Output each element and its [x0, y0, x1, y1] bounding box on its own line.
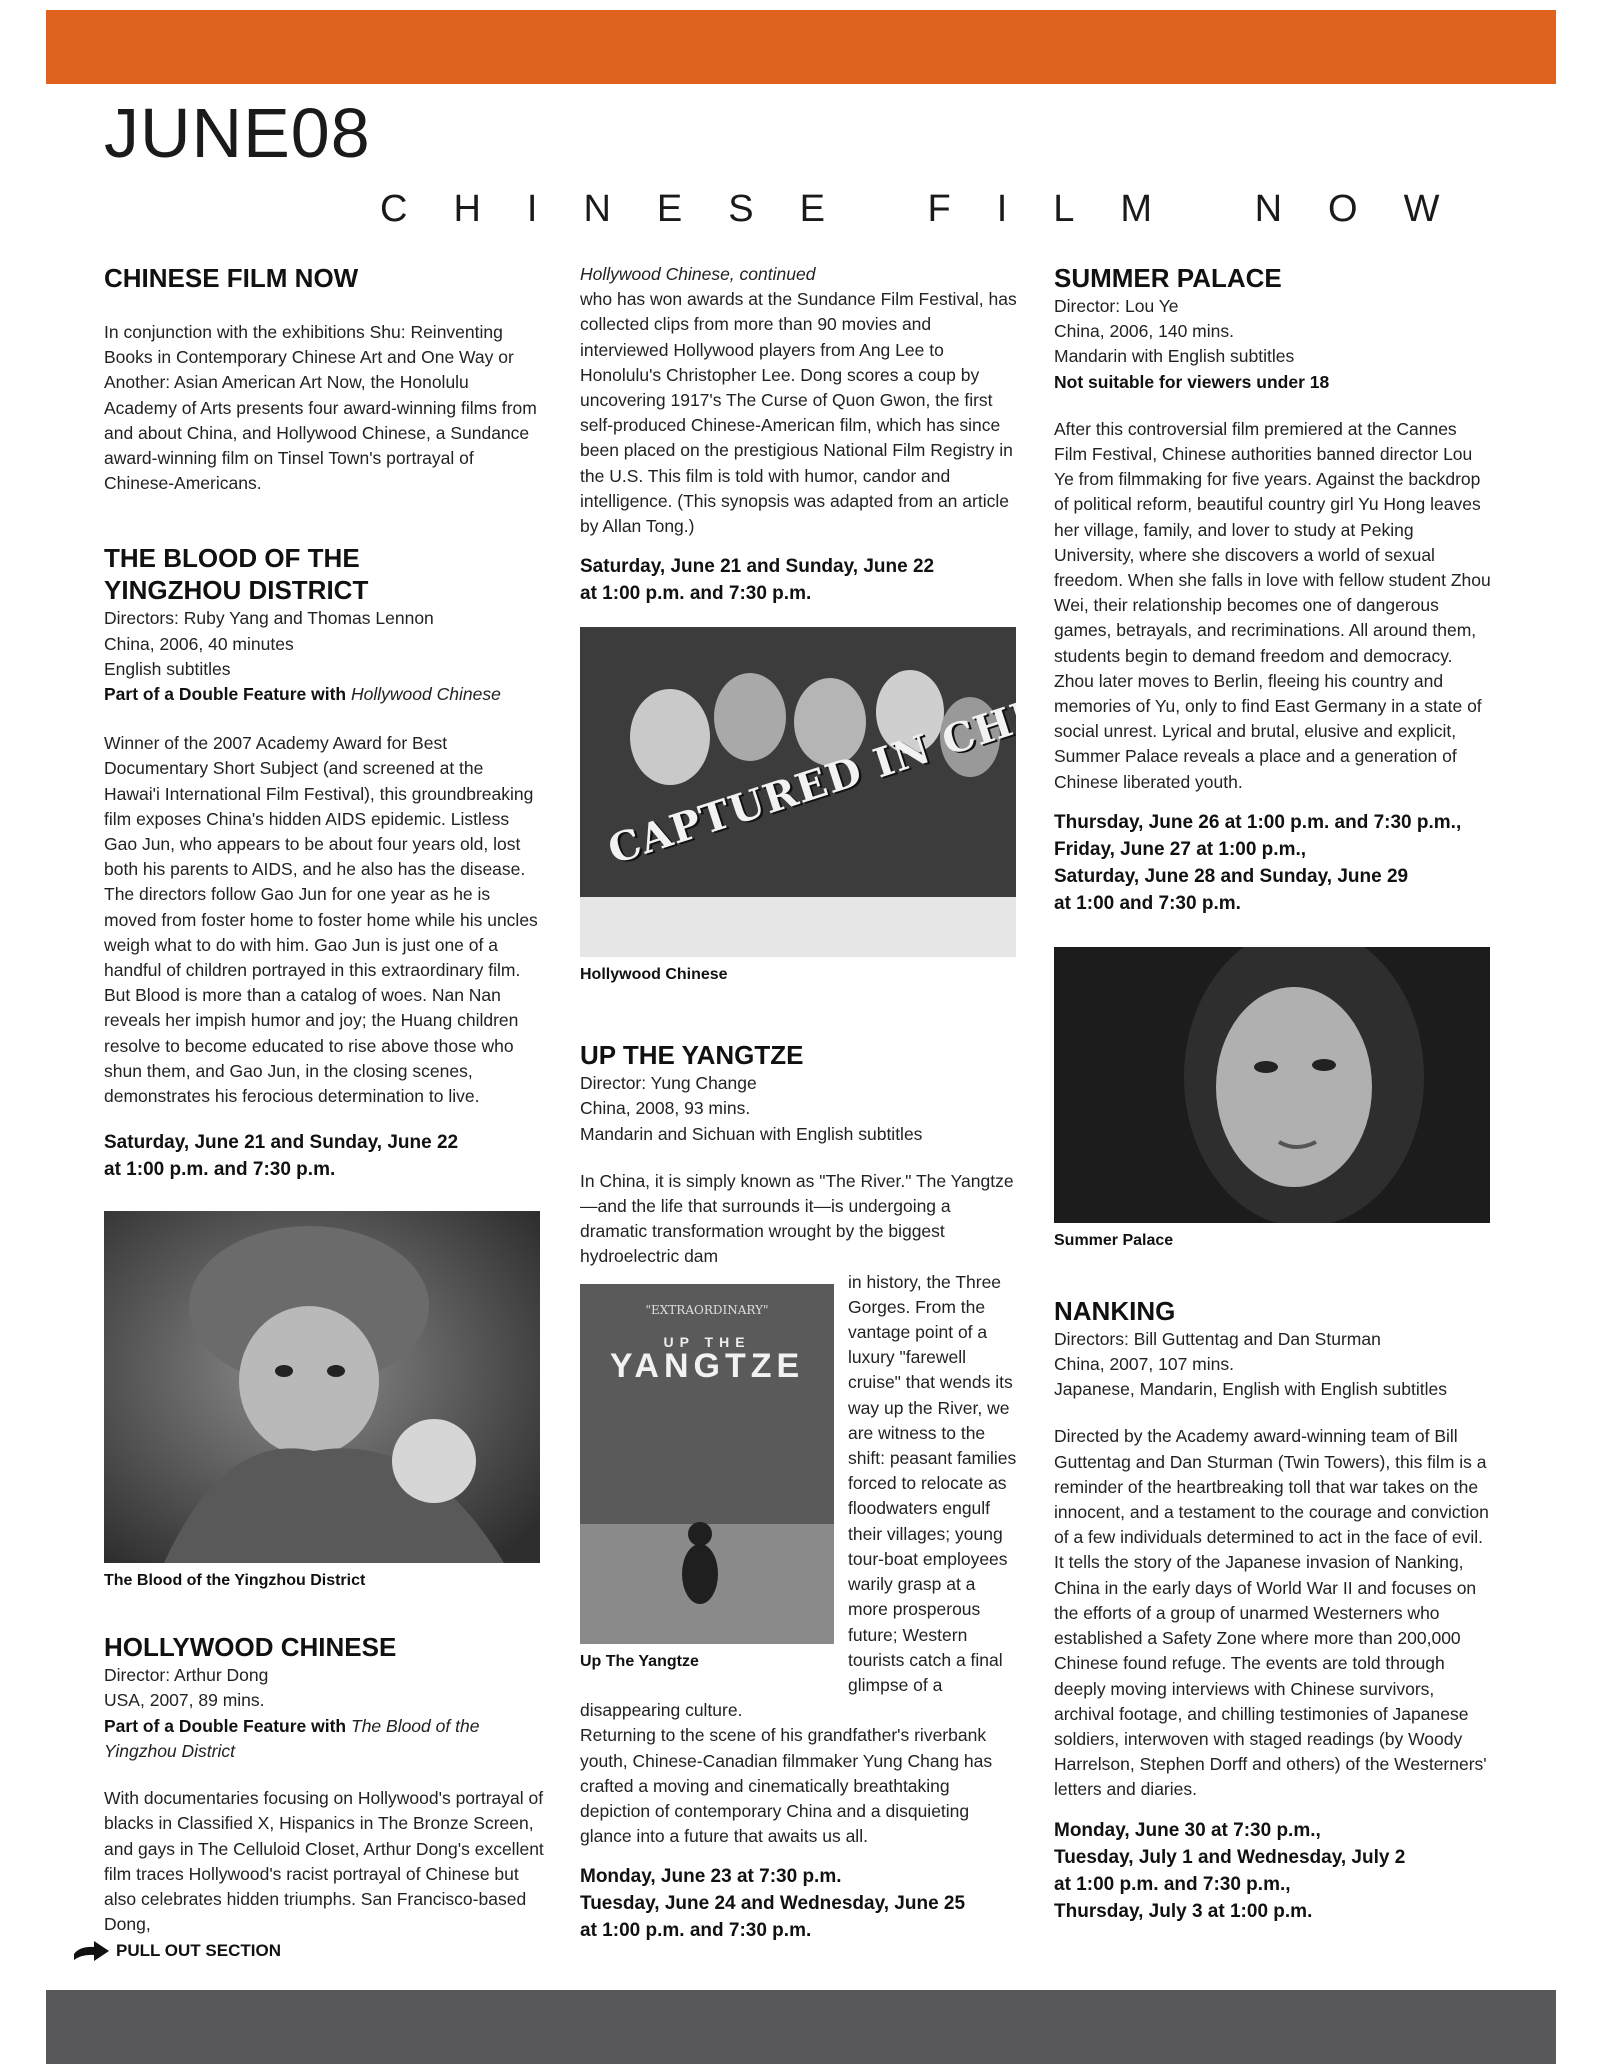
nanking-dates-1: Monday, June 30 at 7:30 p.m.,	[1054, 1819, 1321, 1841]
blood-meta	[104, 606, 544, 707]
yangtze-body-intro: In China, it is simply known as "The River." The Yangtze—and the life that surrounds it—is undergoing a dramatic transformation wrought by the biggest hydroelectric dam	[580, 1170, 1014, 1267]
summer-country: China, 2006, 140 mins.	[1054, 321, 1234, 342]
yangtze-dates-1: Monday, June 23 at 7:30 p.m.	[580, 1866, 842, 1888]
blood-title-2: YINGZHOU DISTRICT	[104, 575, 369, 606]
summer-dates-4: at 1:00 and 7:30 p.m.	[1054, 892, 1241, 914]
hollywood-director: Director: Arthur Dong	[104, 1665, 269, 1686]
summer-caption: Summer Palace	[1054, 1231, 1174, 1249]
gray-footer-bar	[46, 1990, 1556, 2064]
section-banner: CHINESE FILM NOW	[380, 188, 1486, 230]
yangtze-title: UP THE YANGTZE	[580, 1040, 804, 1071]
yangtze-poster-title1: UP THE	[663, 1333, 751, 1350]
blood-dates-1: Saturday, June 21 and Sunday, June 22	[104, 1132, 459, 1154]
yangtze-dates-2: Tuesday, June 24 and Wednesday, June 25	[580, 1893, 966, 1915]
nanking-dates-3: at 1:00 p.m. and 7:30 p.m.,	[1054, 1873, 1291, 1895]
hollywood-body: With documentaries focusing on Hollywood's portrayal of blacks in Classified X, Hispanics in The Bronze Screen, and gays in The Celluloid Closet, Arthur Dong's excellent film traces Hollywood's racist portrayal of Chinese but also celebrates hidden triumphs. San Francisco-based Dong,	[104, 1788, 544, 1935]
hollywood-title: HOLLYWOOD CHINESE	[104, 1632, 397, 1663]
summer-title: SUMMER PALACE	[1054, 263, 1282, 293]
summer-body: After this controversial film premiered at the Cannes Film Festival, Chinese authorities banned director Lou Ye from filmmaking for five years. Against the backdrop of political reform, beautiful country girl Yu Hong leaves her village, family, and lover to study at Peking University, where she discovers a world of sexual freedom. When she falls in love with fellow student Zhou Wei, their relationship becomes one of dangerous games, betrayals, and recriminations. All around them, students begin to demand freedom and democracy. Zhou later moves to Berlin, fleeing his country and memories of Yu, only to find East Germany in a state of social unrest. Lyrical and brutal, elusive and explicit, Summer Palace reveals a place and a generation of Chinese liberated youth.	[1054, 418, 1491, 792]
blood-body: Winner of the 2007 Academy Award for Best Documentary Short Subject (and screened at the Hawai'i International Film Festival), this groundbreaking film exposes China's hidden AIDS epidemic. Listless Gao Jun, who appears to be about four years old, lost both his parents to AIDS, and he also has the disease. The directors follow Gao Jun for one year as he is moved from foster home to foster home while his uncles weigh what to do with him. Gao Jun is just one of a handful of children portrayed in this extraordinary film. But Blood is more than a catalog of woes. Nan Nan reveals her impish humor and joy; the Huang children resolve to become educated to rise above those who shun them, and Gao Jun, in the closing scenes, demonstrates his ferocious determination to live.	[104, 733, 538, 1107]
yangtze-poster	[580, 1284, 834, 1644]
summer-dates-2: Friday, June 27 at 1:00 p.m.,	[1054, 838, 1307, 860]
hollywood-dates-2: at 1:00 p.m. and 7:30 p.m.	[580, 583, 812, 605]
blood-double-feature-title: Hollywood Chinese	[351, 684, 501, 705]
hollywood-double-feature-title: The Blood of the Yingzhou District	[104, 1715, 480, 1761]
yangtze-caption: Up The Yangtze	[580, 1652, 699, 1670]
hollywood-poster	[580, 627, 1016, 957]
woman-portrait-illustration	[1054, 947, 1490, 1223]
column-1	[104, 262, 544, 1937]
yangtze-poster-tag: "EXTRAORDINARY"	[645, 1302, 769, 1317]
yangtze-figure	[580, 1284, 834, 1672]
column-2	[580, 262, 1020, 1944]
yangtze-director: Director: Yung Change	[580, 1073, 757, 1094]
nanking-dates-2: Tuesday, July 1 and Wednesday, July 2	[1054, 1846, 1406, 1868]
yangtze-subtitles: Mandarin and Sichuan with English subtitles	[580, 1123, 923, 1144]
hollywood-caption: Hollywood Chinese	[580, 966, 728, 984]
blood-country: China, 2006, 40 minutes	[104, 633, 294, 654]
intro-title: CHINESE FILM NOW	[104, 263, 359, 293]
blood-subtitles: English subtitles	[104, 658, 231, 679]
nanking-dates-4: Thursday, July 3 at 1:00 p.m.	[1054, 1900, 1313, 1922]
nanking-body: Directed by the Academy award-winning team of Bill Guttentag and Dan Sturman (Twin Towers), this film is a reminder of the heartbreaking toll that war takes on the innocent, and a testament to the courage and conviction of a few individuals determined to act in the face of evil. It tells the story of the Japanese invasion of Nanking, China in the early days of World War II and focuses on the efforts of a group of unarmed Westerners who established a Safety Zone where more than 200,000 Chinese found refuge. The events are told through deeply moving interviews with Chinese survivors, archival footage, and chilling testimonies of Japanese soldiers, interwoven with staged readings (by Woody Harrelson, Stephen Dorff and others) of the Westerners' letters and diaries.	[1054, 1426, 1489, 1800]
arrow-right-icon	[72, 1940, 110, 1962]
hollywood-continued: Hollywood Chinese, continued	[580, 264, 816, 284]
yangtze-body-wrap: in history, the Three Gorges. From the vantage point of a luxury "farewell cruise" that wends its way up the River, we are witness to the shift: peasant families forced to relocate as floodwaters engulf their villages; young tour-boat employees warily grasp at a more prosperous future; Western tourists catch a final glimpse of a disappearing culture.	[580, 1271, 1017, 1721]
yangtze-body-end: Returning to the scene of his grandfather's riverbank youth, Chinese-Canadian filmmaker Yung Chang has crafted a moving and cinematically breathtaking depiction of contemporary China and a disquieting glance into a future that awaits us all.	[580, 1725, 993, 1847]
blood-dates-2: at 1:00 p.m. and 7:30 p.m.	[104, 1159, 336, 1181]
yangtze-wrap	[580, 1270, 1020, 1724]
nanking-subtitles: Japanese, Mandarin, English with English subtitles	[1054, 1379, 1447, 1400]
hollywood-double-feature: Part of a Double Feature with	[104, 1715, 347, 1736]
summer-subtitles: Mandarin with English subtitles	[1054, 346, 1295, 367]
summer-dates-3: Saturday, June 28 and Sunday, June 29	[1054, 865, 1409, 887]
issue-month: JUNE08	[104, 94, 371, 172]
poster-title: CAPTURED IN	[602, 725, 937, 874]
pull-out-label: PULL OUT SECTION	[116, 1941, 281, 1960]
blood-double-feature: Part of a Double Feature with	[104, 684, 347, 705]
hollywood-meta	[104, 1663, 544, 1764]
pull-out-section[interactable]	[72, 1940, 281, 1962]
summer-dates-1: Thursday, June 26 at 1:00 p.m. and 7:30 p.m.,	[1054, 811, 1462, 833]
yangtze-meta	[580, 1071, 1020, 1147]
yangtze-dates-3: at 1:00 p.m. and 7:30 p.m.	[580, 1920, 812, 1942]
nanking-title: NANKING	[1054, 1295, 1176, 1326]
blood-title-1: THE BLOOD OF THE	[104, 543, 360, 574]
column-3	[1054, 262, 1494, 1925]
hollywood-country: USA, 2007, 89 mins.	[104, 1690, 265, 1711]
yangtze-poster-title2: YANGTZE	[609, 1346, 805, 1385]
blood-caption: The Blood of the Yingzhou District	[104, 1572, 366, 1590]
nanking-directors: Directors: Bill Guttentag and Dan Sturman	[1054, 1328, 1381, 1349]
nanking-meta	[1054, 1327, 1494, 1403]
yangtze-country: China, 2008, 93 mins.	[580, 1098, 751, 1119]
intro-body: In conjunction with the exhibitions Shu: Reinventing Books in Contemporary Chinese Art and One Way or Another: Asian American Art Now, the Honolulu Academy of Arts presents four award-winning films from and about China, and Hollywood Chinese, a Sundance award-winning film on Tinsel Town's portrayal of Chinese-Americans.	[104, 322, 537, 494]
summer-warning: Not suitable for viewers under 18	[1054, 371, 1330, 392]
summer-photo	[1054, 947, 1490, 1223]
blood-photo	[104, 1211, 540, 1563]
orange-header-bar	[46, 10, 1556, 84]
hollywood-dates-1: Saturday, June 21 and Sunday, June 22	[580, 556, 935, 578]
summer-director: Director: Lou Ye	[1054, 296, 1179, 316]
hollywood-body-2: who has won awards at the Sundance Film Festival, has collected clips from more than 90 movies and interviewed Hollywood players from Ang Lee to Honolulu's Christopher Lee. Dong scores a coup by uncovering 1917's The Curse of Quon Gwon, the first self-produced Chinese-American film, which has since been placed on the prestigious National Film Registry in the U.S. This film is told with humor, candor and intelligence. (This synopsis was adapted from an article by Allan Tong.)	[580, 289, 1017, 537]
child-photo-illustration	[104, 1211, 540, 1563]
summer-meta	[1054, 294, 1494, 395]
nanking-country: China, 2007, 107 mins.	[1054, 1354, 1234, 1375]
blood-directors: Directors: Ruby Yang and Thomas Lennon	[104, 608, 434, 629]
